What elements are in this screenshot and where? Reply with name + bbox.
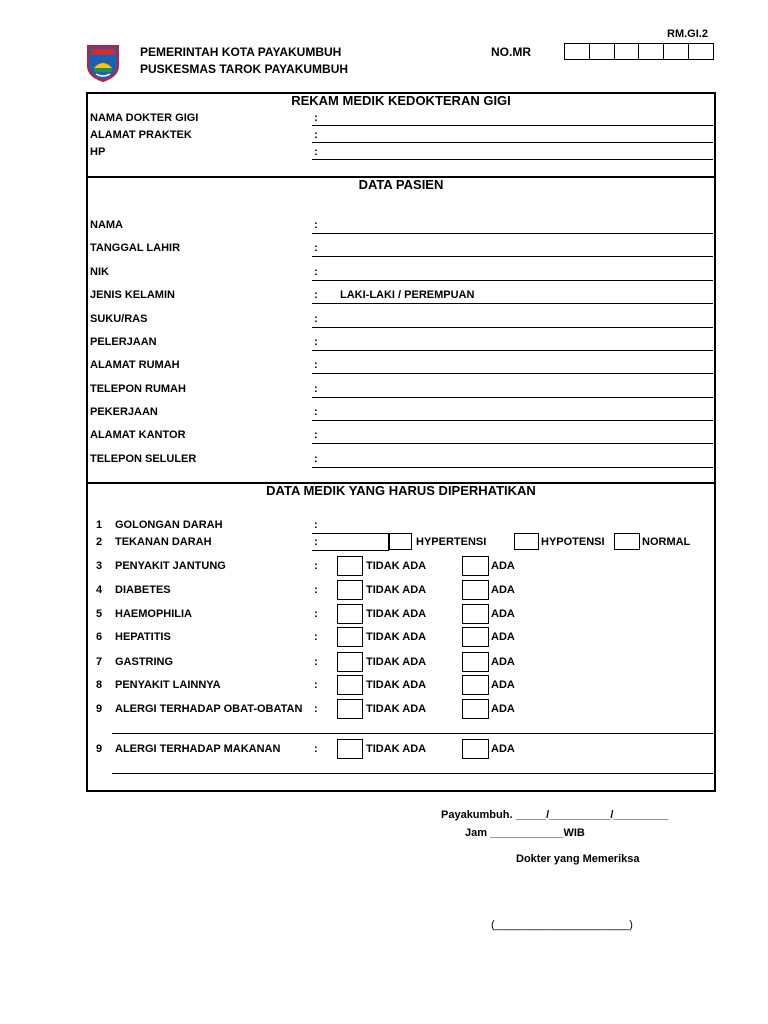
option-no-label: TIDAK ADA bbox=[366, 703, 427, 715]
medical-section-title: DATA MEDIK YANG HARUS DIPERHATIKAN bbox=[266, 483, 536, 498]
other-disease-label: PENYAKIT LAINNYA bbox=[115, 679, 221, 691]
colon: : bbox=[314, 406, 318, 418]
header-government: PEMERINTAH KOTA PAYAKUMBUH bbox=[140, 45, 342, 59]
form-code: RM.GI.2 bbox=[667, 28, 708, 40]
item-number: 4 bbox=[96, 584, 103, 596]
patient-name-label: NAMA bbox=[90, 219, 123, 231]
header-clinic: PUSKESMAS TAROK PAYAKUMBUH bbox=[140, 62, 349, 76]
diabetes-label: DIABETES bbox=[115, 584, 171, 596]
colon: : bbox=[314, 743, 318, 755]
occupation-label-2: PEKERJAAN bbox=[90, 406, 158, 418]
option-yes-label: ADA bbox=[491, 679, 515, 691]
gender-field[interactable] bbox=[312, 303, 713, 304]
dentist-phone-label: HP bbox=[90, 146, 106, 158]
colon: : bbox=[314, 383, 318, 395]
item-number: 6 bbox=[96, 631, 103, 643]
mobile-phone-field[interactable] bbox=[312, 467, 713, 468]
office-address-label: ALAMAT KANTOR bbox=[90, 429, 186, 441]
nik-field[interactable] bbox=[312, 280, 713, 281]
place-date-line[interactable]: Payakumbuh. _____/__________/_________ bbox=[441, 809, 669, 821]
food-allergy-yes-checkbox[interactable] bbox=[462, 739, 489, 759]
hepatitis-no-checkbox[interactable] bbox=[337, 627, 363, 647]
normal-checkbox[interactable] bbox=[614, 533, 640, 550]
food-allergy-label: ALERGI TERHADAP MAKANAN bbox=[115, 743, 281, 755]
gender-label: JENIS KELAMIN bbox=[90, 289, 175, 301]
diabetes-yes-checkbox[interactable] bbox=[462, 580, 489, 600]
colon: : bbox=[314, 242, 318, 254]
option-no-label: TIDAK ADA bbox=[366, 584, 427, 596]
hepatitis-label: HEPATITIS bbox=[115, 631, 171, 643]
item-number: 2 bbox=[96, 536, 103, 548]
colon: : bbox=[314, 359, 318, 371]
normal-label: NORMAL bbox=[642, 536, 691, 548]
home-address-label: ALAMAT RUMAH bbox=[90, 359, 180, 371]
dentist-name-field[interactable] bbox=[312, 125, 713, 126]
mr-number-field[interactable] bbox=[564, 43, 714, 60]
signature-line[interactable]: (______________________) bbox=[491, 919, 633, 931]
item-number: 9 bbox=[96, 743, 103, 755]
option-no-label: TIDAK ADA bbox=[366, 679, 427, 691]
drug-allergy-no-checkbox[interactable] bbox=[337, 699, 363, 719]
diabetes-no-checkbox[interactable] bbox=[337, 580, 363, 600]
time-line[interactable]: Jam ____________WIB bbox=[465, 827, 585, 839]
birth-date-label: TANGGAL LAHIR bbox=[90, 242, 181, 254]
haemophilia-no-checkbox[interactable] bbox=[337, 604, 363, 624]
blood-pressure-label: TEKANAN DARAH bbox=[115, 536, 212, 548]
heart-disease-yes-checkbox[interactable] bbox=[462, 556, 489, 576]
colon: : bbox=[314, 536, 318, 548]
item-number: 3 bbox=[96, 560, 103, 572]
ethnicity-label: SUKU/RAS bbox=[90, 313, 148, 325]
occupation-field-2[interactable] bbox=[312, 420, 713, 421]
colon: : bbox=[314, 703, 318, 715]
city-crest-icon bbox=[86, 44, 120, 82]
practice-address-label: ALAMAT PRAKTEK bbox=[90, 129, 192, 141]
food-allergy-notes-field[interactable] bbox=[112, 773, 713, 774]
blood-type-label: GOLONGAN DARAH bbox=[115, 519, 223, 531]
option-no-label: TIDAK ADA bbox=[366, 743, 427, 755]
hypertension-checkbox[interactable] bbox=[389, 533, 412, 550]
colon: : bbox=[314, 219, 318, 231]
colon: : bbox=[314, 519, 318, 531]
home-phone-label: TELEPON RUMAH bbox=[90, 383, 186, 395]
option-no-label: TIDAK ADA bbox=[366, 608, 427, 620]
patient-section-title: DATA PASIEN bbox=[358, 177, 444, 192]
dentist-phone-field[interactable] bbox=[312, 159, 713, 160]
option-yes-label: ADA bbox=[491, 560, 515, 572]
option-no-label: TIDAK ADA bbox=[366, 631, 427, 643]
colon: : bbox=[314, 453, 318, 465]
colon: : bbox=[314, 631, 318, 643]
item-number: 9 bbox=[96, 703, 103, 715]
ethnicity-field[interactable] bbox=[312, 327, 713, 328]
other-disease-yes-checkbox[interactable] bbox=[462, 675, 489, 695]
colon: : bbox=[314, 429, 318, 441]
nik-label: NIK bbox=[90, 266, 109, 278]
gastritis-label: GASTRING bbox=[115, 656, 174, 668]
option-no-label: TIDAK ADA bbox=[366, 560, 427, 572]
heart-disease-no-checkbox[interactable] bbox=[337, 556, 363, 576]
practice-address-field[interactable] bbox=[312, 142, 713, 143]
colon: : bbox=[314, 289, 318, 301]
home-address-field[interactable] bbox=[312, 373, 713, 374]
colon: : bbox=[314, 129, 318, 141]
item-number: 8 bbox=[96, 679, 103, 691]
dentist-section-title: REKAM MEDIK KEDOKTERAN GIGI bbox=[291, 93, 511, 108]
patient-name-field[interactable] bbox=[312, 233, 713, 234]
option-yes-label: ADA bbox=[491, 743, 515, 755]
signer-title: Dokter yang Memeriksa bbox=[516, 853, 640, 865]
colon: : bbox=[314, 560, 318, 572]
blood-pressure-field[interactable] bbox=[312, 550, 389, 551]
hypotension-checkbox[interactable] bbox=[514, 533, 539, 550]
option-yes-label: ADA bbox=[491, 703, 515, 715]
option-no-label: TIDAK ADA bbox=[366, 656, 427, 668]
option-yes-label: ADA bbox=[491, 608, 515, 620]
office-address-field[interactable] bbox=[312, 443, 713, 444]
gender-options: LAKI-LAKI / PEREMPUAN bbox=[340, 289, 475, 301]
home-phone-field[interactable] bbox=[312, 397, 713, 398]
birth-date-field[interactable] bbox=[312, 256, 713, 257]
blood-type-field[interactable] bbox=[312, 533, 389, 534]
mr-label: NO.MR bbox=[491, 45, 531, 59]
colon: : bbox=[314, 146, 318, 158]
item-number: 1 bbox=[96, 519, 103, 531]
occupation-field-1[interactable] bbox=[312, 350, 713, 351]
heart-disease-label: PENYAKIT JANTUNG bbox=[115, 560, 226, 572]
occupation-label-1: PELERJAAN bbox=[90, 336, 157, 348]
mobile-phone-label: TELEPON SELULER bbox=[90, 453, 197, 465]
hypertension-label: HYPERTENSI bbox=[416, 536, 487, 548]
dentist-name-label: NAMA DOKTER GIGI bbox=[90, 112, 199, 124]
colon: : bbox=[314, 608, 318, 620]
haemophilia-label: HAEMOPHILIA bbox=[115, 608, 192, 620]
other-disease-no-checkbox[interactable] bbox=[337, 675, 363, 695]
hypotension-label: HYPOTENSI bbox=[541, 536, 605, 548]
colon: : bbox=[314, 336, 318, 348]
colon: : bbox=[314, 266, 318, 278]
drug-allergy-notes-field[interactable] bbox=[112, 733, 713, 734]
drug-allergy-yes-checkbox[interactable] bbox=[462, 699, 489, 719]
item-number: 7 bbox=[96, 656, 103, 668]
option-yes-label: ADA bbox=[491, 584, 515, 596]
drug-allergy-label: ALERGI TERHADAP OBAT-OBATAN bbox=[115, 703, 303, 715]
colon: : bbox=[314, 313, 318, 325]
colon: : bbox=[314, 584, 318, 596]
option-yes-label: ADA bbox=[491, 631, 515, 643]
colon: : bbox=[314, 679, 318, 691]
food-allergy-no-checkbox[interactable] bbox=[337, 739, 363, 759]
colon: : bbox=[314, 112, 318, 124]
gastritis-no-checkbox[interactable] bbox=[337, 652, 363, 672]
hepatitis-yes-checkbox[interactable] bbox=[462, 627, 489, 647]
item-number: 5 bbox=[96, 608, 103, 620]
haemophilia-yes-checkbox[interactable] bbox=[462, 604, 489, 624]
colon: : bbox=[314, 656, 318, 668]
option-yes-label: ADA bbox=[491, 656, 515, 668]
gastritis-yes-checkbox[interactable] bbox=[462, 652, 489, 672]
